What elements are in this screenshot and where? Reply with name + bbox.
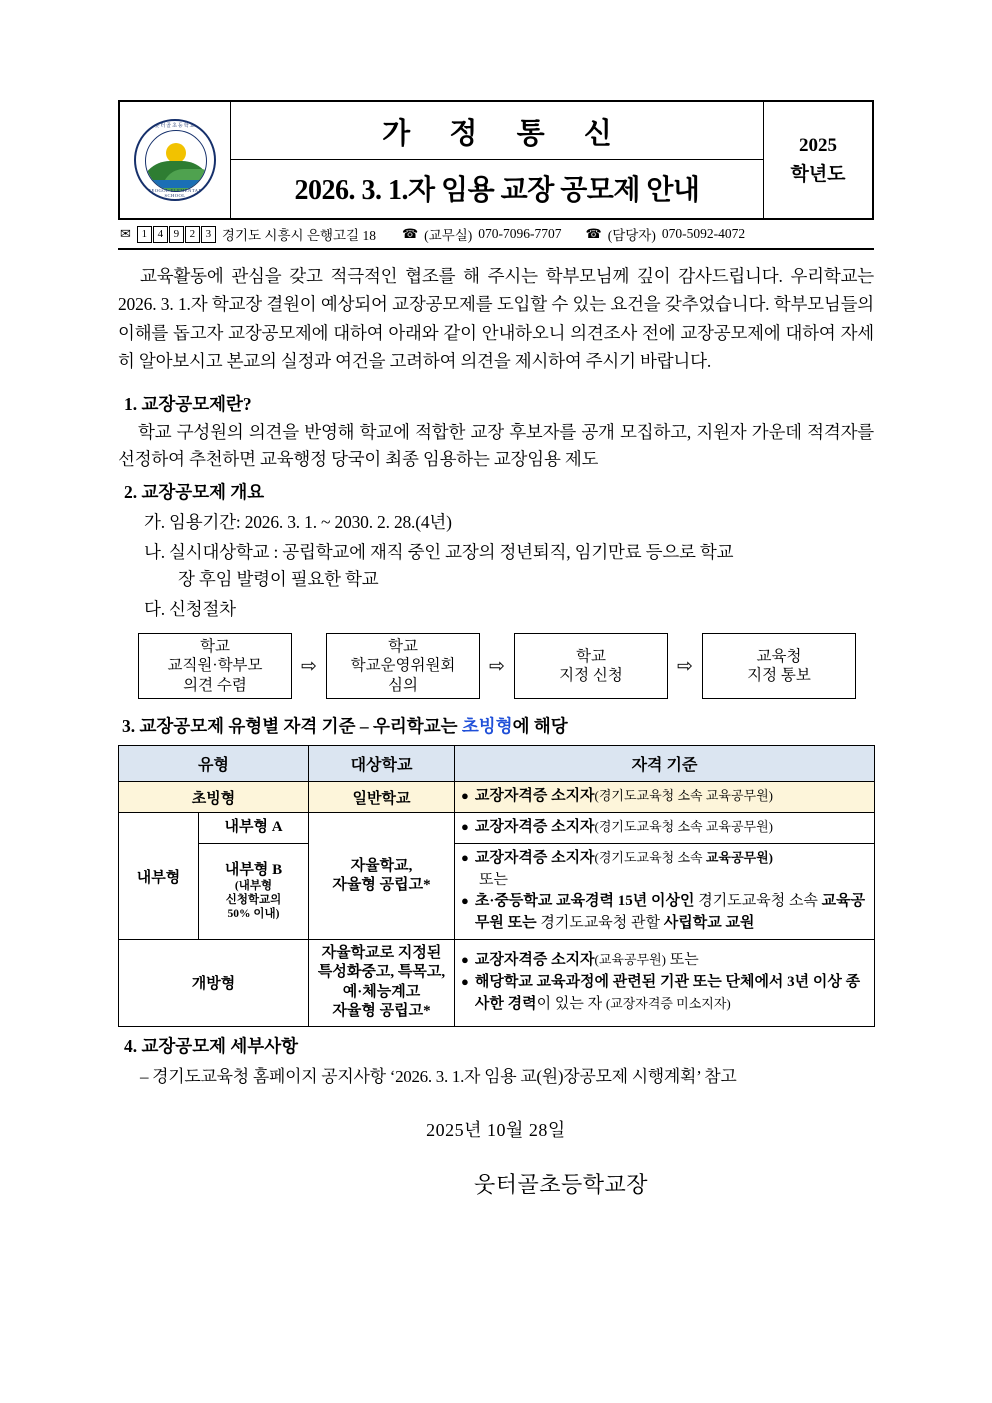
flow-step-2-line3: 심의 bbox=[388, 677, 418, 695]
flow-step-1-line2: 교직원·학부모 bbox=[167, 657, 263, 675]
school-naebu: 자율학교, 자율형 공립고* bbox=[309, 813, 455, 940]
emblem-top-text: 웃터골초등학교 bbox=[154, 124, 196, 129]
subtype-naebu-b-note: (내부형 신청학교의 50% 이내) bbox=[225, 880, 282, 921]
contact-phone-number: 070-5092-4072 bbox=[661, 226, 746, 241]
intro-paragraph: 교육활동에 관심을 갖고 적극적인 협조를 해 주시는 학부모님께 깊이 감사드립니다. 우리학교는 2026. 3. 1.자 학교장 결원이 예상되어 교장공모제를 도입할 수 있는 요건을 갖추었습니다. 학부모님들의 이해를 돕고자 교장공모제에 대하여 아래와 같이 안내하오니 의견조사 전에 교장공모제에 대하여 자세히 알아보시고 본교의 실정과 여건을 고려하여 의견을 제시하여 주시기 바랍니다. bbox=[118, 266, 874, 372]
table-row bbox=[119, 939, 875, 1026]
table-row bbox=[119, 813, 875, 844]
school-emblem-cell bbox=[120, 102, 231, 218]
signature-line: 웃터골초등학교장 bbox=[473, 1172, 649, 1198]
criteria-naebu-b-2-rest: 경기도교육청 소속 bbox=[694, 893, 822, 910]
postal-digit: 2 bbox=[185, 226, 200, 243]
phone-icon-2: ☎ bbox=[585, 226, 602, 241]
school-year: 2025 bbox=[799, 134, 837, 156]
flow-arrow-icon: ⇨ bbox=[301, 655, 317, 677]
flow-step-1 bbox=[138, 633, 292, 699]
section-2-item-b: 나. 실시대상학교 : 공립학교에 재직 중인 교장의 정년퇴직, 임기만료 등으로 학교 bbox=[144, 542, 734, 562]
section-2-heading: 2. 교장공모제 개요 bbox=[124, 481, 265, 502]
criteria-gaebang-2-rest: 이 있는 자 bbox=[536, 995, 606, 1012]
bullet-icon: ● bbox=[461, 893, 469, 909]
section-3-heading bbox=[118, 713, 874, 738]
section-1-heading: 1. 교장공모제란? bbox=[124, 394, 252, 415]
criteria-gaebang bbox=[455, 939, 875, 1026]
criteria-naebu-b bbox=[455, 843, 875, 939]
school-year-label: 학년도 bbox=[790, 164, 846, 185]
school-year-cell bbox=[763, 102, 872, 218]
flow-step-3 bbox=[514, 633, 668, 699]
flow-step-1-line1: 학교 bbox=[200, 637, 230, 655]
criteria-naebu-b-2-bold: 초·중등학교 교육경력 15년 이상인 bbox=[474, 893, 695, 910]
criteria-naebu-b-1-bold2: 교육공무원) bbox=[705, 849, 773, 865]
criteria-gaebang-2-bold: 해당학교 교육과정에 관련된 기관 또는 단체에서 3년 이상 종사한 경력 bbox=[474, 974, 861, 1012]
subtype-naebu-a: 내부형 A bbox=[199, 813, 309, 844]
bullet-icon: ● bbox=[461, 788, 469, 804]
letterhead bbox=[118, 100, 874, 220]
criteria-naebu-b-1-small: (경기도교육청 소속 bbox=[594, 849, 706, 865]
document-title: 가 정 통 신 bbox=[231, 102, 763, 160]
postal-code bbox=[137, 226, 216, 243]
office-phone-number: 070-7096-7707 bbox=[478, 226, 562, 241]
section-4-note: – 경기도교육청 홈페이지 공지사항 ‘2026. 3. 1.자 임용 교(원)장공모제 시행계획’ 참고 bbox=[140, 1067, 737, 1086]
office-phone-label: (교무실) bbox=[424, 228, 473, 243]
section-3-heading-post: 에 해당 bbox=[512, 716, 568, 737]
flow-step-4-line1: 교육청 bbox=[756, 647, 802, 665]
subtype-naebu-b-label: 내부형 B bbox=[224, 861, 283, 878]
qualification-table bbox=[118, 745, 875, 1027]
postal-digit: 1 bbox=[137, 226, 152, 243]
criteria-naebu-a-bold: 교장자격증 소지자 bbox=[474, 819, 595, 836]
mail-icon: ✉ bbox=[120, 226, 131, 241]
bullet-icon: ● bbox=[461, 974, 469, 989]
subtype-naebu-b bbox=[199, 843, 309, 939]
criteria-gaebang-1-bold: 교장자격증 소지자 bbox=[474, 952, 595, 969]
section-1-body: 학교 구성원의 의견을 반영해 학교에 적합한 교장 후보자를 공개 모집하고, 지원자 가운데 적격자를 선정하여 추천하면 교육행정 당국이 최종 임용하는 교장임용 제도 bbox=[118, 421, 874, 469]
section-2-item-c: 다. 신청절차 bbox=[144, 599, 236, 620]
postal-digit: 9 bbox=[169, 226, 184, 243]
emblem-bottom-text: UTEOGOL ELEMENTARY SCHOOL bbox=[144, 188, 206, 198]
criteria-naebu-b-2-rest2: 경기도교육청 관할 bbox=[536, 915, 664, 932]
type-chobing: 초빙형 bbox=[119, 782, 309, 813]
type-gaebang: 개방형 bbox=[119, 939, 309, 1026]
process-flow-diagram bbox=[138, 633, 868, 699]
section-4-heading: 4. 교장공모제 세부사항 bbox=[124, 1035, 299, 1056]
flow-step-3-line1: 학교 bbox=[576, 647, 606, 665]
table-row bbox=[119, 782, 875, 813]
criteria-gaebang-2-small: (교장자격증 미소지자) bbox=[605, 995, 731, 1011]
postal-digit: 4 bbox=[153, 226, 168, 243]
flow-step-3-line2: 지정 신청 bbox=[559, 667, 623, 685]
flow-step-2-line2: 학교운영위원회 bbox=[350, 657, 456, 675]
section-2-item-a: 가. 임용기간: 2026. 3. 1. ~ 2030. 2. 28.(4년) bbox=[144, 511, 452, 532]
school-gaebang: 자율학교로 지정된 특성화중고, 특목고, 예·체능계고 자율형 공립고* bbox=[309, 939, 455, 1026]
criteria-gaebang-1-tail: 또는 bbox=[666, 952, 699, 969]
criteria-naebu-b-2-bold2: 교육공무원 또는 bbox=[474, 893, 866, 932]
criteria-naebu-b-1-bold: 교장자격증 소지자 bbox=[474, 849, 595, 866]
criteria-naebu-b-2-bold3: 사립학교 교원 bbox=[663, 915, 755, 932]
criteria-gaebang-1-small: (교육공무원) bbox=[594, 952, 666, 968]
contact-bar bbox=[118, 220, 874, 250]
section-2-item-b-cont: 장 후임 발령이 필요한 학교 bbox=[178, 569, 379, 590]
type-naebu: 내부형 bbox=[119, 813, 199, 940]
issue-date: 2025년 10월 28일 bbox=[426, 1120, 566, 1141]
criteria-naebu-b-or: 또는 bbox=[479, 871, 508, 888]
section-4 bbox=[118, 1033, 874, 1090]
school-address: 경기도 시흥시 은행고길 18 bbox=[221, 228, 376, 243]
table-header-row bbox=[119, 746, 875, 782]
postal-digit: 3 bbox=[201, 226, 216, 243]
flow-step-4 bbox=[702, 633, 856, 699]
bullet-icon: ● bbox=[461, 849, 469, 865]
criteria-naebu-a-small: (경기도교육청 소속 교육공무원) bbox=[594, 819, 773, 835]
section-1 bbox=[118, 391, 874, 472]
col-header-criteria: 자격 기준 bbox=[455, 746, 875, 782]
criteria-naebu-a bbox=[455, 813, 875, 844]
section-2 bbox=[118, 479, 874, 700]
table-row bbox=[119, 843, 875, 939]
bullet-icon: ● bbox=[461, 819, 469, 835]
document-subtitle: 2026. 3. 1.자 임용 교장 공모제 안내 bbox=[294, 175, 700, 206]
flow-step-2 bbox=[326, 633, 480, 699]
section-3-heading-pre: 3. 교장공모제 유형별 자격 기준 – 우리학교는 bbox=[122, 716, 462, 737]
school-emblem-icon bbox=[134, 119, 216, 201]
letterhead-titles bbox=[231, 102, 763, 218]
flow-step-1-line3: 의견 수렴 bbox=[183, 677, 247, 695]
section-3-heading-highlight: 초빙형 bbox=[461, 716, 513, 737]
flow-arrow-icon-2: ⇨ bbox=[489, 655, 505, 677]
col-header-type: 유형 bbox=[119, 746, 309, 782]
bullet-icon: ● bbox=[461, 952, 469, 968]
flow-step-4-line2: 지정 통보 bbox=[747, 667, 811, 685]
school-chobing: 일반학교 bbox=[309, 782, 455, 813]
flow-arrow-icon-3: ⇨ bbox=[677, 655, 693, 677]
phone-icon: ☎ bbox=[401, 226, 419, 241]
contact-phone-label: (담당자) bbox=[607, 228, 656, 243]
criteria-chobing-small: (경기도교육청 소속 교육공무원) bbox=[594, 788, 773, 804]
col-header-school: 대상학교 bbox=[309, 746, 455, 782]
criteria-chobing bbox=[455, 782, 875, 813]
flow-step-2-line1: 학교 bbox=[388, 637, 418, 655]
criteria-chobing-bold: 교장자격증 소지자 bbox=[474, 788, 595, 805]
